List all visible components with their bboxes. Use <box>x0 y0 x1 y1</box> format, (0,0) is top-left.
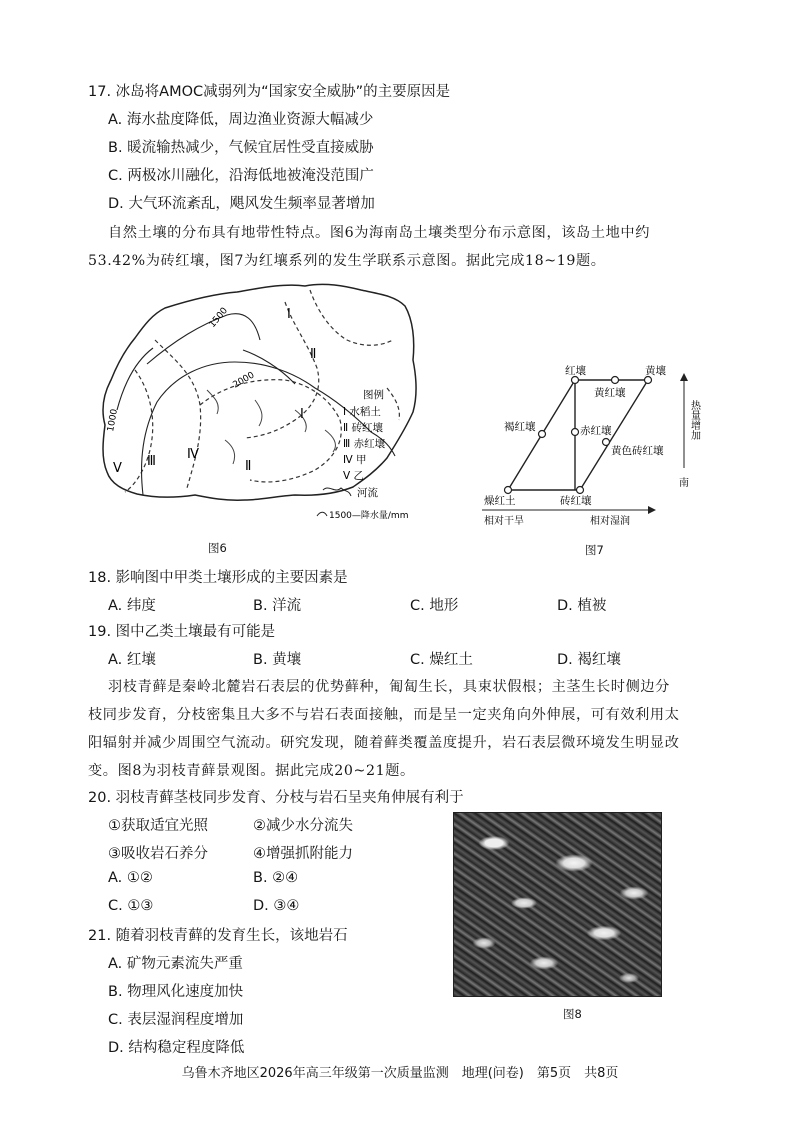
isohyet-label-1000: 1000 <box>106 408 120 433</box>
q21-option-a: A. 矿物元素流失严重 <box>108 956 243 972</box>
node-hehongrang: 褐红壤 <box>504 421 536 433</box>
figure-7-diagram <box>470 360 710 530</box>
q19-stem: 19. 图中乙类土壤最有可能是 <box>88 624 276 640</box>
q18-option-b: B. 洋流 <box>253 598 302 614</box>
intro-20-line-3: 阳辐射并减少周围空气流动。研究发现，随着藓类覆盖度提升，岩石表层微环境发生明显改 <box>88 735 680 751</box>
q19-option-d: D. 褐红壤 <box>557 652 621 668</box>
q17-option-c: C. 两极冰川融化，沿海低地被淹没范围广 <box>108 168 374 184</box>
q20-option-a: A. ①② <box>108 870 153 886</box>
figure-6-map <box>95 280 425 525</box>
intro-20-line-4: 变。图8为羽枝青藓景观图。据此完成20~21题。 <box>88 763 415 779</box>
legend-river-label: 河流 <box>357 487 378 499</box>
region-label-ii-south: Ⅱ <box>245 459 252 474</box>
node-huanghongrang: 黄红壤 <box>594 387 626 399</box>
region-label-v: Ⅴ <box>113 461 122 476</box>
q20-option-d: D. ③④ <box>253 898 300 914</box>
q20-statement-1: ①获取适宜光照 <box>108 818 208 834</box>
q18-stem: 18. 影响图中甲类土壤形成的主要因素是 <box>88 570 348 586</box>
q20-option-b: B. ②④ <box>253 870 299 886</box>
q18-option-d: D. 植被 <box>557 598 607 614</box>
q20-statement-2: ②减少水分流失 <box>253 818 353 834</box>
legend-item-2: Ⅱ 砖红壤 <box>343 422 384 434</box>
q17-option-b: B. 暖流输热减少，气候宜居性受直接威胁 <box>108 140 374 156</box>
q21-stem: 21. 随着羽枝青藓的发育生长，该地岩石 <box>88 928 348 944</box>
node-zaohongtu: 燥红土 <box>484 495 516 507</box>
q20-statement-3: ③吸收岩石养分 <box>108 846 208 862</box>
intro-20-line-2: 枝同步发育，分枝密集且大多不与岩石表面接触，而是呈一定夹角向外伸展，可有效利用太 <box>88 707 680 723</box>
legend-title: 图例 <box>363 389 384 401</box>
legend-isohyet-label: 1500—降水量/mm <box>329 511 409 521</box>
q21-option-b: B. 物理风化速度加快 <box>108 984 244 1000</box>
q19-option-a: A. 红壤 <box>108 652 156 668</box>
figure-8-caption: 图8 <box>563 1007 582 1021</box>
q17-option-a: A. 海水盐度降低，周边渔业资源大幅减少 <box>108 112 374 128</box>
q21-option-c: C. 表层湿润程度增加 <box>108 1012 244 1028</box>
axis-x-right-label: 相对湿润 <box>590 516 630 527</box>
node-chihongrang: 赤红壤 <box>580 425 612 437</box>
node-hongrang: 红壤 <box>565 365 586 377</box>
axis-x-left-label: 相对干旱 <box>484 516 524 527</box>
q18-option-c: C. 地形 <box>410 598 459 614</box>
region-label-iv: Ⅳ <box>187 447 199 462</box>
legend-isohyet-symbol <box>317 512 327 516</box>
region-label-iii: Ⅲ <box>147 454 156 469</box>
intro-18-line-1: 自然土壤的分布具有地带性特点。图6为海南岛土壤类型分布示意图，该岛土地中约 <box>108 225 650 241</box>
q20-statement-4: ④增强抓附能力 <box>253 846 353 862</box>
figure-6-caption: 图6 <box>208 541 227 555</box>
node-huangsezhuanhongrang: 黄色砖红壤 <box>611 445 664 457</box>
axis-y-top-label: 热量增加 <box>688 400 700 440</box>
q21-option-d: D. 结构稳定程度降低 <box>108 1040 245 1056</box>
legend-item-3: Ⅲ 赤红壤 <box>343 438 386 450</box>
isohyet-label-2000: 2000 <box>231 370 257 391</box>
q18-option-a: A. 纬度 <box>108 598 156 614</box>
region-label-i-north: Ⅰ <box>287 307 291 322</box>
intro-20-line-1: 羽枝青藓是秦岭北麓岩石表层的优势藓种，匍匐生长，具束状假根；主茎生长时侧边分 <box>108 679 670 695</box>
axis-y-bottom-label: 南 <box>679 478 689 489</box>
legend-item-1: Ⅰ 水稻土 <box>343 406 381 418</box>
q20-stem: 20. 羽枝青藓茎枝同步发育、分枝与岩石呈夹角伸展有利于 <box>88 790 464 806</box>
legend-item-4: Ⅳ 甲 <box>343 454 367 466</box>
node-zhuanhongrang: 砖红壤 <box>560 495 592 507</box>
figure-8-moss-photo <box>453 812 662 997</box>
figure-7-caption: 图7 <box>585 543 604 557</box>
q17-stem: 17. 冰岛将AMOC减弱列为“国家安全威胁”的主要原因是 <box>88 84 451 100</box>
region-label-ii-east: Ⅱ <box>310 347 317 362</box>
q19-option-b: B. 黄壤 <box>253 652 302 668</box>
node-huangrang: 黄壤 <box>645 365 666 377</box>
q17-option-d: D. 大气环流紊乱，飓风发生频率显著增加 <box>108 196 375 212</box>
legend-item-5: Ⅴ 乙 <box>343 470 365 482</box>
region-label-i-east: Ⅰ <box>300 407 304 422</box>
page-footer: 乌鲁木齐地区2026年高三年级第一次质量监测 地理(问卷) 第5页 共8页 <box>181 1066 619 1081</box>
q20-option-c: C. ①③ <box>108 898 154 914</box>
intro-18-line-2: 53.42%为砖红壤，图7为红壤系列的发生学联系示意图。据此完成18~19题。 <box>88 253 606 269</box>
q19-option-c: C. 燥红土 <box>410 652 473 668</box>
isohyet-label-1500: 1500 <box>207 305 231 330</box>
